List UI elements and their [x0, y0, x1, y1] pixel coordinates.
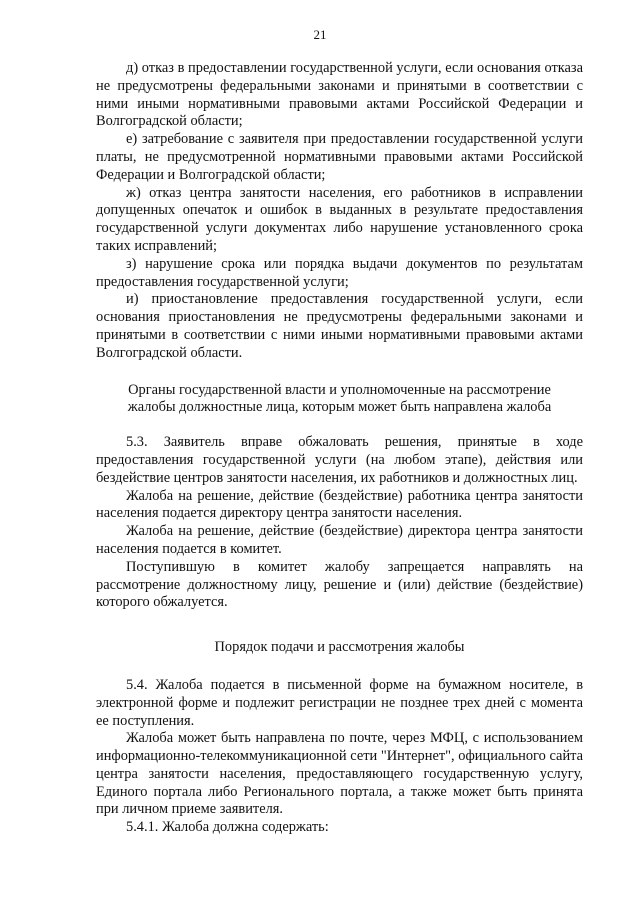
paragraph: 5.4.1. Жалоба должна содержать: — [126, 819, 329, 836]
paragraph: 5.4. Жалоба подается в письменной форме на бумажном носителе, в электронной форме и подлежит регистрации не позднее трех дней с момента ее поступления. — [96, 676, 583, 729]
paragraph: Жалоба на решение, действие (бездействие) директора центра занятости населения подается в комитет. — [96, 523, 583, 557]
paragraph: 5.3. Заявитель вправе обжаловать решения, принятые в ходе предоставления государственной услуги (на любом этапе), действия или бездействие центров занятости населения, их работников и должностных лиц. — [96, 434, 583, 486]
spacer — [96, 417, 583, 434]
section-heading: Органы государственной власти и уполномоченные на рассмотрение жалобы должностные лица, которым может быть направлена жалоба — [127, 381, 552, 416]
document-body — [96, 60, 583, 837]
paragraph: ж) отказ центра занятости населения, его работников в исправлении допущенных опечаток и ошибок в выданных в результате предоставления государственной услуги документах либо нарушение установленного срока таких исправлений; — [96, 184, 583, 254]
page-number: 21 — [313, 27, 327, 42]
paragraph: и) приостановление предоставления государственной услуги, если основания приостановления не предусмотрены федеральными законами и принятыми в соответствии с ними иными нормативными правовыми актами Волгоградской области. — [96, 291, 583, 361]
section-heading: Порядок подачи и рассмотрения жалобы — [214, 639, 465, 656]
paragraph: д) отказ в предоставлении государственной услуги, если основания отказа не предусмотрены федеральными законами и принятыми в соответствии с ними иными нормативными правовыми актами Российской Федерации и Волгоградской области; — [96, 60, 583, 130]
spacer — [96, 612, 583, 639]
paragraph: Поступившую в комитет жалобу запрещается направлять на рассмотрение должностному лицу, решение и (или) действие (бездействие) которого обжалуется. — [96, 558, 583, 611]
paragraph: Жалоба на решение, действие (бездействие) работника центра занятости населения подается директору центра занятости населения. — [96, 487, 583, 522]
paragraph: е) затребование с заявителя при предоставлении государственной услуги платы, не предусмотренной нормативными правовыми актами Российской Федерации и Волгоградской области; — [96, 131, 583, 183]
paragraph: з) нарушение срока или порядка выдачи документов по результатам предоставления государственной услуги; — [96, 255, 583, 290]
spacer — [96, 363, 583, 382]
paragraph: Жалоба может быть направлена по почте, через МФЦ, с использованием информационно-телекоммуникационной сети "Интернет", официального сайта центра занятости населения, предоставляющего государственную услугу, Единого портала либо Регионального портала, а также может быть принята при личном приеме заявителя. — [96, 730, 583, 818]
spacer — [96, 657, 583, 677]
